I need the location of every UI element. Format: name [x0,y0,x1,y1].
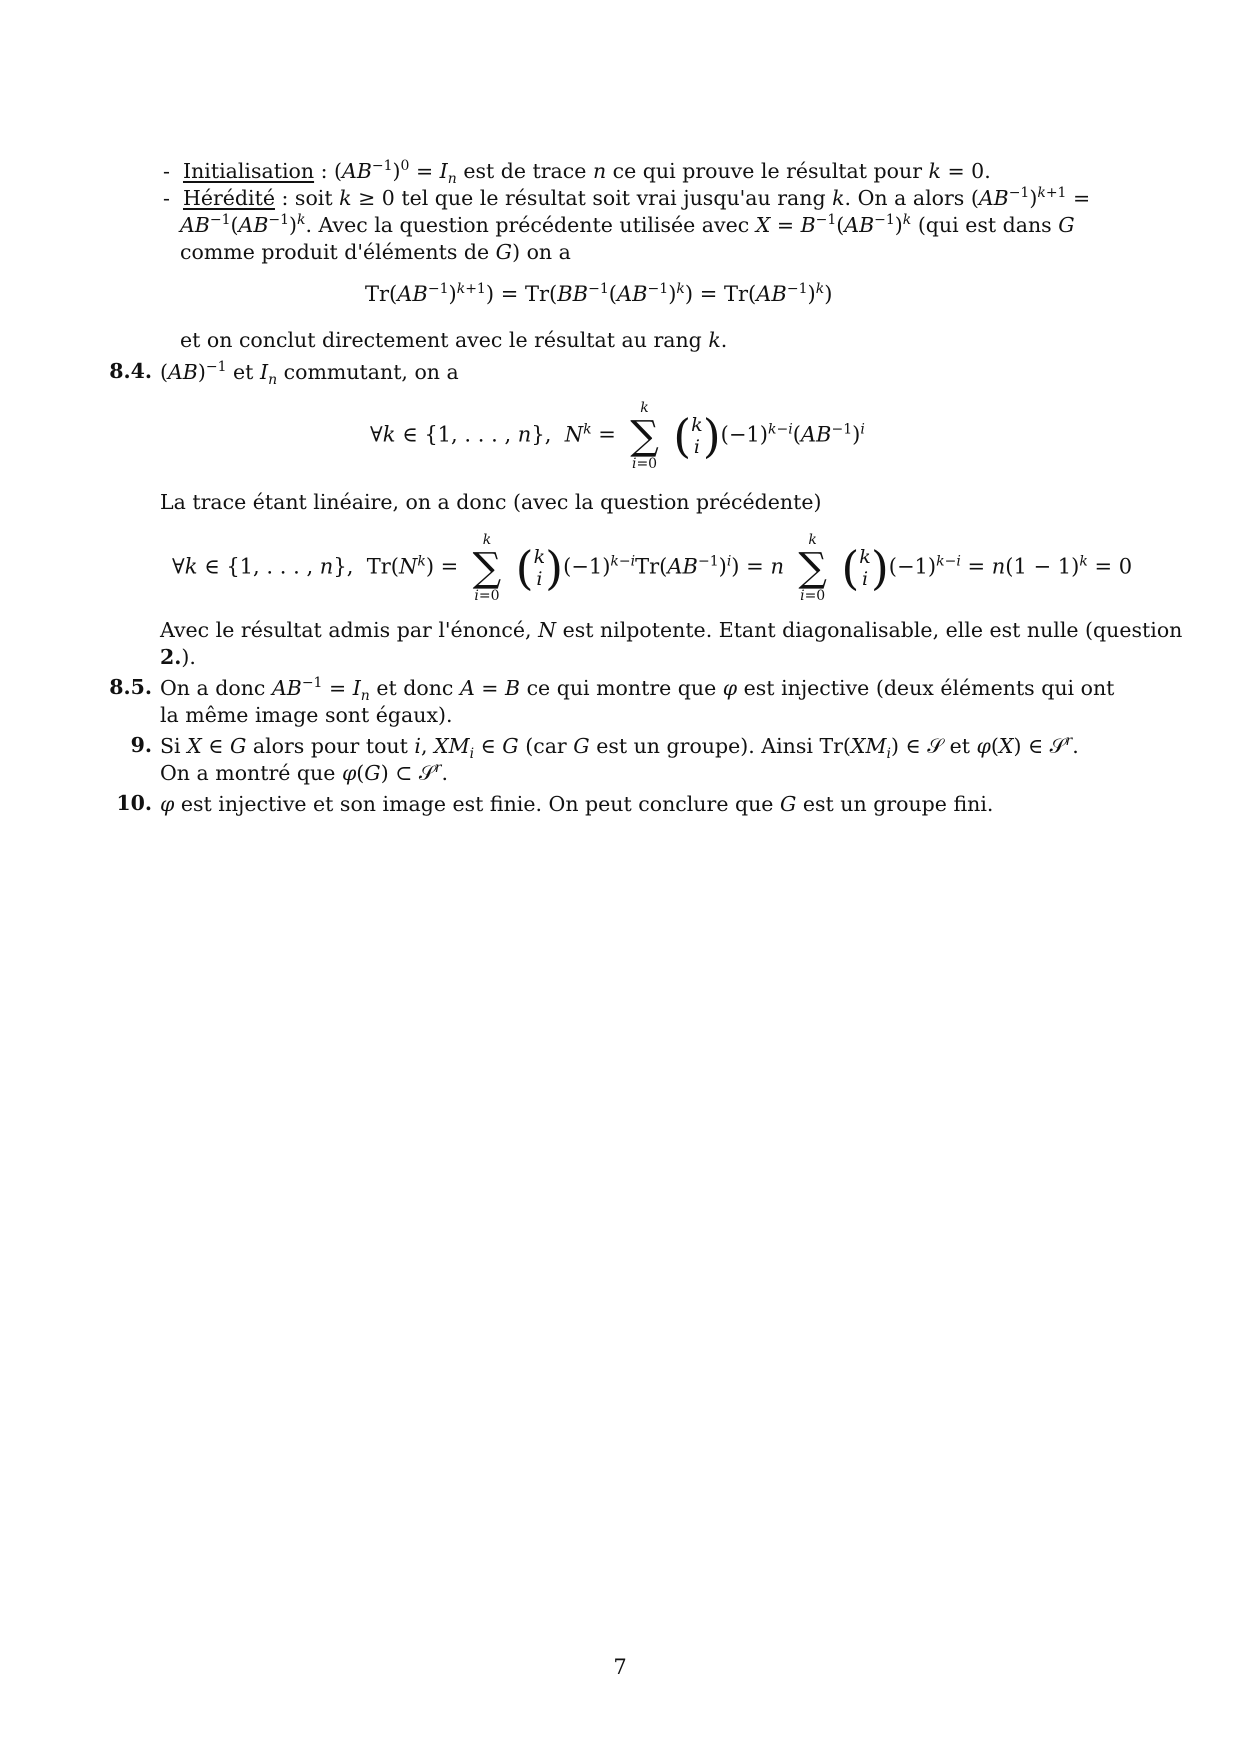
sum-symbol: k ∑ i=0 [798,532,827,604]
hered-text-g: ) on a [512,240,571,264]
hered-line-2: $AB^{-1}(AB^{-1})^k$. Avec la question précédente utilisée avec $X = B^{-1}(AB^{-1})^k$ (qui est dans G [180,212,1075,237]
binomial: (k i) [841,541,889,595]
equation-binomial-expansion: ∀k ∈ {1, . . . , n}, $N^k$ = k ∑ i=0 (k $i)(-1)^{k-i}(AB^{-1})^i$ [370,400,865,472]
hered-after-text: et on conclut directement avec le résultat au rang [180,328,702,352]
q9-text-f: On a montré que [160,761,336,785]
hered-line-1: - Hérédité : soit k ≥ 0 tel que le résultat soit vrai jusqu'au rang k. On a alors $(AB^{-1})^{k+1}$ = [163,185,1091,210]
q10-text-a: est injective et son image est finie. On peut conclure que [180,792,774,816]
hered-text-f: comme produit d'éléments de [180,240,490,264]
question-number-8-5: 8.5. [109,675,152,699]
q84-end-line-2 [160,644,196,671]
hered-text-a: : soit [274,186,333,210]
q10-line: φ est injective et son image est finie. On peut conclure que G est un groupe fini. [160,792,994,816]
q9-text-e: et [949,734,970,758]
q84-text-a: et [233,360,254,384]
sep: : [314,159,335,183]
q9-text-a: Si [160,734,181,758]
q84-ref: 2. [160,645,182,669]
page-number: 7 [613,1655,627,1679]
q10-text-b: est un groupe fini. [802,792,994,816]
sum-symbol: k ∑ i=0 [630,400,659,472]
q84-text-b: commutant, on a [283,360,459,384]
hered-text-b: tel que le résultat soit vrai jusqu'au rang [401,186,826,210]
q85-text-d: est injective (deux éléments qui ont [743,676,1115,700]
q85-line-1: On a donc $AB^{-1} = I_n$ et donc A = B ce qui montre que φ est injective (deux éléments qui ont [160,675,1115,705]
q85-text-a: On a donc [160,676,266,700]
question-number-9: 9. [130,733,152,757]
question-number-8-4: 8.4. [109,359,152,383]
init-label: Initialisation [182,159,315,183]
hered-line-3: comme produit d'éléments de G) on a [180,240,571,264]
q9-line-2: On a montré que φ(G) ⊂ 𝒮$^r$. [160,760,448,785]
hered-text-e: (qui est dans [917,213,1052,237]
equation-trace-induction: $Tr(AB^{-1})^{k+1}) = Tr(BB^{-1}(AB^{-1})^k) = Tr(AB^{-1})^k$) [365,281,833,306]
init-text: est de trace [463,159,587,183]
hered-label: Hérédité [182,186,275,210]
q84-end-c: ). [181,645,196,669]
q9-line-1: Si X ∈ G alors pour tout i, $XM_i$ ∈ G (car G est un groupe). Ainsi $Tr(XM_i)$ ∈ 𝒮 et φ(X) ∈ 𝒮$^r$. [160,733,1079,763]
q84-end-a: Avec le résultat admis par l'énoncé, [160,618,532,642]
q9-text-b: alors pour tout [252,734,408,758]
hered-conclusion: et on conclut directement avec le résultat au rang k. [180,328,728,352]
q84-end-line-1: Avec le résultat admis par l'énoncé, N est nilpotente. Etant diagonalisable, elle est nulle (question [160,618,1183,642]
q85-text-c: ce qui montre que [526,676,717,700]
init-text-2: ce qui prouve le résultat pour [612,159,922,183]
hered-text-d: . Avec la question précédente utilisée avec [305,213,750,237]
q84-intro: (AB)$^{-1}$ et $I_n$ commutant, on a [160,359,459,389]
sum-symbol: k ∑ i=0 [472,532,502,604]
binomial: (k i) [515,541,564,595]
q85-text-b: et donc [376,676,454,700]
binomial: (k i) [673,409,721,463]
q9-text-d: est un groupe). Ainsi [596,734,813,758]
equation-trace-zero: ∀k ∈ {1, . . . , n}, $Tr(N^k)$ = k ∑ i=0 (k $i)(-1)^{k-i}Tr(AB^{-1})^i) = n$ k ∑ i=0 (k $i)(-1)^{k-i} = n(1 - 1)^k = 0$ [172,532,1133,604]
init-line: - Initialisation : $(AB^{-1})^0 = I_n$ est de trace n ce qui prouve le résultat pour k = 0. [163,158,991,188]
q9-text-c: (car [525,734,567,758]
q84-end-b: est nilpotente. Etant diagonalisable, elle est nulle (question [562,618,1183,642]
question-number-10: 10. [116,791,152,815]
q84-mid: La trace étant linéaire, on a donc (avec la question précédente) [160,490,822,514]
hered-text-c: . On a alors [844,186,965,210]
q85-line-2: la même image sont égaux). [160,703,453,727]
bullet: - [163,159,170,183]
bullet: - [163,186,170,210]
